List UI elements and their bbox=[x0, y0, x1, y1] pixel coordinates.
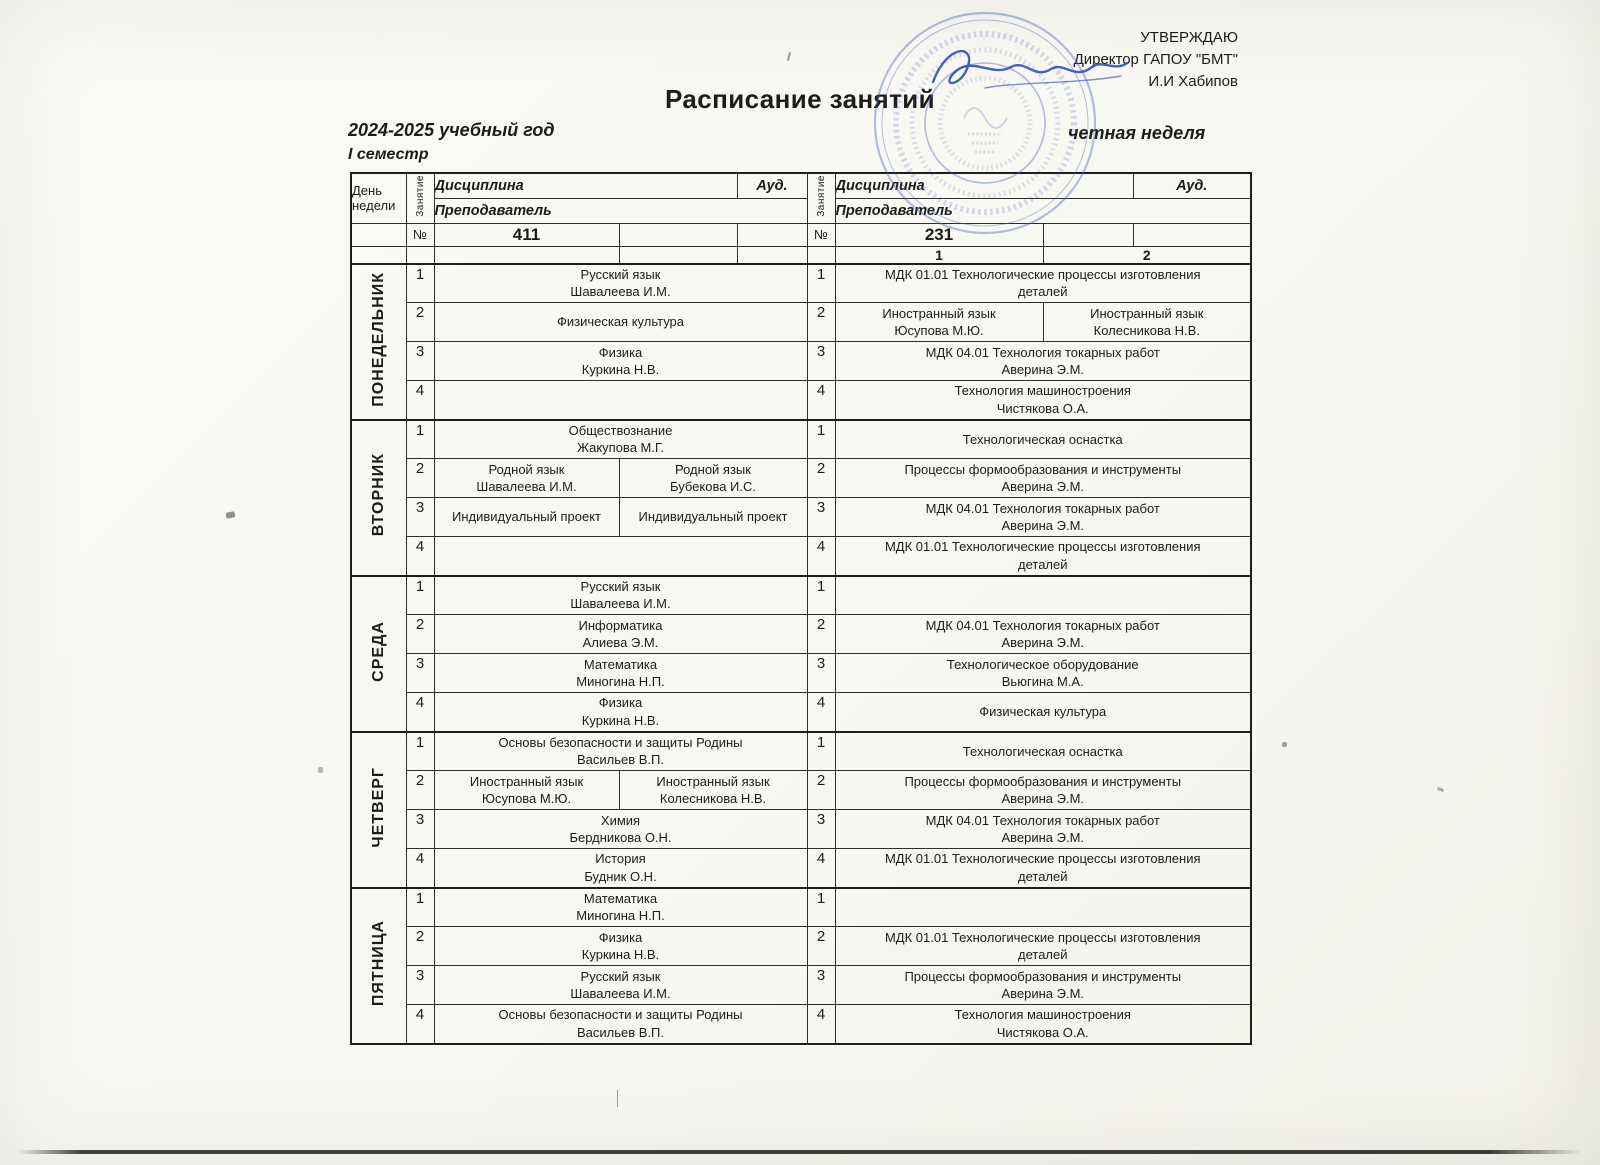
teacher: Куркина Н.В. bbox=[581, 712, 660, 728]
lesson-row bbox=[351, 849, 1251, 888]
day-cell bbox=[351, 420, 406, 576]
lesson-number: 4 bbox=[406, 537, 434, 576]
teacher: Аверина Э.М. bbox=[1001, 362, 1085, 377]
subject: МДК 01.01 Технологические процессы изготовления деталей bbox=[884, 539, 1201, 572]
lesson-cell bbox=[434, 498, 619, 537]
header-day: День недели bbox=[351, 173, 406, 223]
lesson-cell bbox=[835, 576, 1251, 615]
subject: Обществознание bbox=[568, 422, 673, 438]
lesson-row bbox=[351, 459, 1251, 498]
lesson-cell bbox=[835, 420, 1251, 459]
subject: Индивидуальный проект bbox=[638, 509, 788, 525]
teacher: Аверина Э.М. bbox=[1001, 791, 1085, 806]
subject: МДК 04.01 Технология токарных работ bbox=[925, 500, 1160, 516]
lesson-number: 3 bbox=[406, 498, 434, 537]
lesson-number: 1 bbox=[807, 264, 835, 303]
approval-line-1: УТВЕРЖДАЮ bbox=[1140, 29, 1238, 46]
day-label: ПОНЕДЕЛЬНИК bbox=[369, 271, 387, 407]
lesson-number: 2 bbox=[807, 615, 835, 654]
lesson-number: 4 bbox=[406, 693, 434, 732]
lesson-number: 4 bbox=[807, 381, 835, 420]
lesson-row bbox=[351, 654, 1251, 693]
subject: МДК 04.01 Технология токарных работ bbox=[925, 344, 1160, 360]
teacher: Аверина Э.М. bbox=[1001, 986, 1085, 1001]
lesson-row bbox=[351, 927, 1251, 966]
lesson-number: 3 bbox=[406, 966, 434, 1005]
lesson-number: 4 bbox=[807, 849, 835, 888]
lesson-number: 3 bbox=[807, 342, 835, 381]
lesson-cell bbox=[434, 810, 807, 849]
teacher: Шавалеева И.М. bbox=[476, 479, 577, 494]
subject: Индивидуальный проект bbox=[452, 509, 601, 525]
header-lesson-label: Занятие bbox=[414, 174, 426, 217]
lesson-cell bbox=[835, 537, 1251, 576]
teacher: Жакупова М.Г. bbox=[576, 440, 665, 456]
lesson-cell bbox=[434, 693, 807, 732]
lesson-row bbox=[351, 888, 1251, 927]
teacher: Куркина Н.В. bbox=[581, 947, 660, 962]
lesson-cell bbox=[434, 654, 807, 693]
header-lesson-right bbox=[807, 173, 835, 223]
subject: Физическая культура bbox=[556, 314, 685, 330]
subject: Химия bbox=[600, 812, 641, 828]
subject: Физическая культура bbox=[979, 704, 1107, 719]
scan-artifact bbox=[1282, 742, 1287, 747]
lesson-number: 1 bbox=[807, 576, 835, 615]
teacher: Шавалеева И.М. bbox=[570, 284, 671, 300]
lesson-cell bbox=[434, 771, 619, 810]
subject: Основы безопасности и защиты Родины bbox=[498, 1007, 743, 1023]
lesson-cell bbox=[434, 342, 807, 381]
subject: Физика bbox=[598, 929, 643, 945]
subject: Математика bbox=[583, 890, 658, 906]
teacher: Миногина Н.П. bbox=[576, 908, 665, 924]
lesson-cell bbox=[434, 1005, 807, 1044]
lesson-cell bbox=[835, 927, 1251, 966]
lesson-cell bbox=[835, 966, 1251, 1005]
lesson-number: 4 bbox=[406, 1005, 434, 1044]
lesson-cell bbox=[434, 966, 807, 1005]
lesson-number: 3 bbox=[807, 498, 835, 537]
lesson-cell bbox=[835, 381, 1251, 420]
lesson-number: 1 bbox=[406, 888, 434, 927]
subgroup-1: 1 bbox=[835, 246, 1043, 264]
lesson-number: 4 bbox=[807, 693, 835, 732]
lesson-row bbox=[351, 264, 1251, 303]
subject: Технология машиностроения bbox=[954, 383, 1131, 399]
group-number-411: 411 bbox=[434, 223, 619, 246]
lesson-cell bbox=[434, 303, 807, 342]
lesson-cell bbox=[434, 849, 807, 888]
day-cell bbox=[351, 888, 406, 1044]
scan-artifact bbox=[225, 511, 235, 519]
lesson-cell bbox=[835, 771, 1251, 810]
semester-label: I семестр bbox=[348, 146, 429, 163]
num-sign-left: № bbox=[406, 223, 434, 246]
lesson-cell bbox=[434, 537, 807, 576]
teacher: Колесникова Н.В. bbox=[1093, 323, 1200, 338]
lesson-number: 3 bbox=[807, 966, 835, 1005]
lesson-row bbox=[351, 498, 1251, 537]
lesson-number: 1 bbox=[406, 576, 434, 615]
subject: Родной язык bbox=[675, 461, 751, 477]
lesson-cell bbox=[835, 459, 1251, 498]
subject: Информатика bbox=[578, 617, 663, 633]
teacher: Аверина Э.М. bbox=[1001, 479, 1085, 494]
lesson-cell bbox=[434, 732, 807, 771]
lesson-cell bbox=[434, 459, 619, 498]
num-sign-right: № bbox=[807, 223, 835, 246]
lesson-number: 1 bbox=[807, 732, 835, 771]
lesson-cell bbox=[835, 732, 1251, 771]
lesson-cell bbox=[434, 615, 807, 654]
teacher: Юсупова М.Ю. bbox=[894, 323, 984, 338]
empty-cell bbox=[619, 246, 737, 264]
subject: Иностранный язык bbox=[882, 305, 996, 321]
scan-artifact bbox=[787, 52, 791, 61]
empty-cell bbox=[1133, 223, 1251, 246]
teacher: Колесникова Н.В. bbox=[659, 791, 767, 806]
teacher: Миногина Н.П. bbox=[576, 674, 665, 689]
teacher: Бубекова И.С. bbox=[669, 479, 757, 494]
empty-cell bbox=[1043, 223, 1133, 246]
page-title: Расписание занятий bbox=[664, 84, 936, 114]
header-room-left: Ауд. bbox=[737, 173, 807, 198]
lesson-number: 2 bbox=[807, 459, 835, 498]
week-parity-label: четная неделя bbox=[1068, 123, 1206, 143]
schedule-header bbox=[351, 173, 1251, 264]
header-discipline-right: Дисциплина bbox=[835, 173, 1133, 198]
empty-cell bbox=[737, 223, 807, 246]
approval-line-3: И.И Хабипов bbox=[1148, 73, 1238, 90]
lesson-number: 2 bbox=[807, 927, 835, 966]
header-discipline-left: Дисциплина bbox=[434, 173, 737, 198]
lesson-number: 4 bbox=[807, 1005, 835, 1044]
teacher: Аверина Э.М. bbox=[1001, 635, 1085, 650]
subject: МДК 04.01 Технология токарных работ bbox=[925, 617, 1160, 633]
lesson-cell bbox=[835, 303, 1043, 342]
subject: Русский язык bbox=[580, 266, 661, 282]
lesson-number: 1 bbox=[406, 420, 434, 459]
lesson-number: 3 bbox=[807, 654, 835, 693]
lesson-cell bbox=[835, 888, 1251, 927]
lesson-cell bbox=[835, 849, 1251, 888]
subject: Русский язык bbox=[580, 968, 661, 984]
subject: Технология машиностроения bbox=[954, 1007, 1131, 1023]
lesson-cell bbox=[835, 810, 1251, 849]
lesson-row bbox=[351, 381, 1251, 420]
lesson-cell bbox=[1043, 303, 1251, 342]
header-teacher-left: Преподаватель bbox=[434, 198, 807, 223]
teacher: Аверина Э.М. bbox=[1001, 518, 1085, 533]
subject: Иностранный язык bbox=[1090, 305, 1204, 321]
lesson-row bbox=[351, 342, 1251, 381]
subgroup-2: 2 bbox=[1043, 246, 1251, 264]
empty-cell bbox=[434, 246, 619, 264]
subject: МДК 01.01 Технологические процессы изготовления деталей bbox=[884, 851, 1201, 884]
lesson-number: 1 bbox=[807, 420, 835, 459]
header-lesson-label: Занятие bbox=[815, 174, 827, 217]
schedule-body bbox=[351, 264, 1251, 1044]
lesson-cell bbox=[619, 498, 807, 537]
lesson-row bbox=[351, 576, 1251, 615]
lesson-number: 4 bbox=[406, 849, 434, 888]
teacher: Чистякова О.А. bbox=[996, 400, 1089, 416]
lesson-number: 2 bbox=[406, 303, 434, 342]
lesson-cell bbox=[434, 576, 807, 615]
teacher: Шавалеева И.М. bbox=[570, 986, 671, 1001]
teacher: Вьюгина М.А. bbox=[1001, 674, 1084, 689]
lesson-row bbox=[351, 303, 1251, 342]
day-label: ВТОРНИК bbox=[369, 453, 387, 537]
subject: Технологическая оснастка bbox=[962, 431, 1123, 447]
lesson-cell bbox=[835, 264, 1251, 303]
lesson-number: 1 bbox=[406, 264, 434, 303]
teacher: Аверина Э.М. bbox=[1001, 830, 1085, 845]
lesson-number: 1 bbox=[406, 732, 434, 771]
schedule-table bbox=[350, 172, 1252, 1045]
subject: МДК 04.01 Технология токарных работ bbox=[925, 812, 1160, 828]
teacher: Юсупова М.Ю. bbox=[481, 791, 572, 806]
teacher: Васильев В.П. bbox=[576, 752, 664, 768]
teacher: Будник О.Н. bbox=[584, 868, 657, 884]
group-number-231: 231 bbox=[835, 223, 1043, 246]
teacher: Куркина Н.В. bbox=[581, 362, 660, 377]
lesson-number: 2 bbox=[406, 771, 434, 810]
subject: Технологическое оборудование bbox=[946, 656, 1139, 672]
lesson-number: 2 bbox=[406, 615, 434, 654]
day-label: ЧЕТВЕРГ bbox=[369, 766, 387, 848]
subject: Основы безопасности и защиты Родины bbox=[498, 734, 743, 750]
lesson-row bbox=[351, 771, 1251, 810]
approval-line-2: Директор ГАПОУ "БМТ" bbox=[1073, 51, 1238, 68]
day-label: СРЕДА bbox=[369, 620, 387, 682]
subject: Иностранный язык bbox=[469, 773, 584, 789]
teacher: Шавалеева И.М. bbox=[570, 596, 671, 612]
scan-artifact bbox=[1437, 787, 1445, 792]
subject: Физика bbox=[598, 344, 643, 360]
lesson-row bbox=[351, 420, 1251, 459]
lesson-number: 2 bbox=[807, 771, 835, 810]
teacher: Васильев В.П. bbox=[576, 1024, 664, 1040]
lesson-number: 3 bbox=[807, 810, 835, 849]
lesson-cell bbox=[835, 1005, 1251, 1044]
lesson-cell bbox=[835, 654, 1251, 693]
day-cell bbox=[351, 576, 406, 732]
lesson-row bbox=[351, 810, 1251, 849]
lesson-cell bbox=[835, 693, 1251, 732]
scanner-edge-line bbox=[18, 1150, 1582, 1154]
academic-year: 2024-2025 учебный год bbox=[348, 120, 555, 140]
subject: Родной язык bbox=[488, 461, 565, 477]
day-cell bbox=[351, 264, 406, 420]
subject: Математика bbox=[583, 656, 658, 672]
teacher: Чистякова О.А. bbox=[996, 1024, 1089, 1040]
lesson-number: 2 bbox=[807, 303, 835, 342]
empty-cell bbox=[807, 246, 835, 264]
lesson-row bbox=[351, 537, 1251, 576]
lesson-cell bbox=[619, 459, 807, 498]
lesson-number: 4 bbox=[406, 381, 434, 420]
day-label: ПЯТНИЦА bbox=[369, 919, 387, 1007]
lesson-row bbox=[351, 693, 1251, 732]
subject: Процессы формообразования и инструменты bbox=[904, 461, 1182, 477]
empty-cell bbox=[406, 246, 434, 264]
subject: МДК 01.01 Технологические процессы изготовления деталей bbox=[884, 929, 1201, 962]
scan-artifact bbox=[318, 767, 323, 773]
header-lesson-left bbox=[406, 173, 434, 223]
teacher: Алиева Э.М. bbox=[582, 635, 659, 650]
lesson-number: 3 bbox=[406, 810, 434, 849]
lesson-cell bbox=[619, 771, 807, 810]
lesson-cell bbox=[434, 381, 807, 420]
lesson-row bbox=[351, 1005, 1251, 1044]
subject: История bbox=[595, 851, 646, 867]
lesson-number: 1 bbox=[807, 888, 835, 927]
lesson-row bbox=[351, 615, 1251, 654]
subject: Технологическая оснастка bbox=[962, 743, 1123, 759]
subject: Процессы формообразования и инструменты bbox=[904, 773, 1182, 789]
subject: Физика bbox=[598, 695, 643, 711]
lesson-number: 4 bbox=[807, 537, 835, 576]
empty-cell bbox=[351, 223, 406, 246]
lesson-number: 3 bbox=[406, 342, 434, 381]
subject: Иностранный язык bbox=[656, 773, 770, 789]
lesson-row bbox=[351, 732, 1251, 771]
lesson-row bbox=[351, 966, 1251, 1005]
header-teacher-right: Преподаватель bbox=[835, 198, 1251, 223]
lesson-cell bbox=[835, 498, 1251, 537]
empty-cell bbox=[619, 223, 737, 246]
lesson-number: 2 bbox=[406, 927, 434, 966]
lesson-cell bbox=[434, 927, 807, 966]
teacher: Бердникова О.Н. bbox=[569, 830, 672, 845]
empty-cell bbox=[737, 246, 807, 264]
lesson-number: 3 bbox=[406, 654, 434, 693]
lesson-cell bbox=[434, 888, 807, 927]
lesson-cell bbox=[434, 264, 807, 303]
lesson-cell bbox=[434, 420, 807, 459]
lesson-cell bbox=[835, 342, 1251, 381]
day-cell bbox=[351, 732, 406, 888]
header-room-right: Ауд. bbox=[1133, 173, 1251, 198]
lesson-number: 2 bbox=[406, 459, 434, 498]
subject: Процессы формообразования и инструменты bbox=[904, 968, 1182, 984]
lesson-cell bbox=[835, 615, 1251, 654]
subject: Русский язык bbox=[580, 578, 661, 594]
subject: МДК 01.01 Технологические процессы изготовления деталей bbox=[884, 266, 1201, 300]
empty-cell bbox=[351, 246, 406, 264]
scan-artifact bbox=[617, 1090, 618, 1107]
